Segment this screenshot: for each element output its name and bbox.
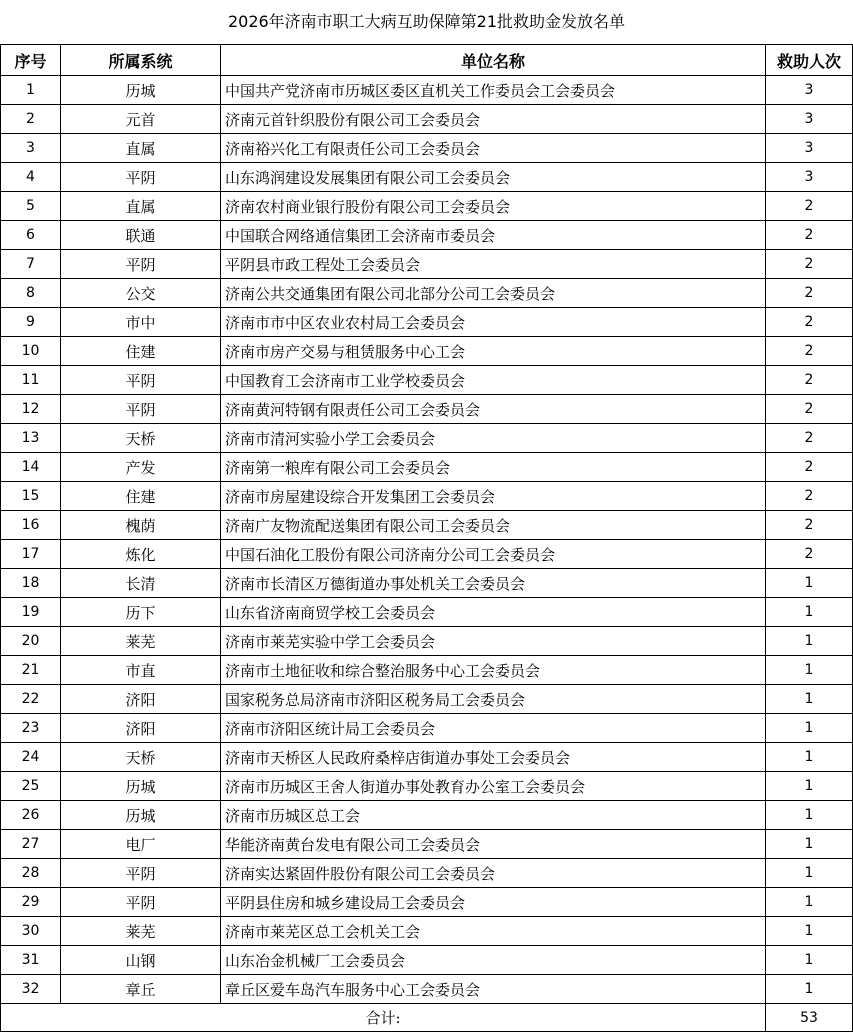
row-count-cell: 1	[766, 743, 853, 772]
table-row	[1, 685, 853, 714]
row-index-cell: 24	[1, 743, 61, 772]
row-unit-cell: 济南广友物流配送集团有限公司工会委员会	[221, 511, 766, 540]
row-count-cell: 1	[766, 917, 853, 946]
row-unit-cell: 平阴县市政工程处工会委员会	[221, 250, 766, 279]
row-index-cell: 16	[1, 511, 61, 540]
row-system-cell: 直属	[61, 192, 221, 221]
row-unit-cell: 中国教育工会济南市工业学校委员会	[221, 366, 766, 395]
table-row	[1, 772, 853, 801]
table-row	[1, 569, 853, 598]
row-system-cell: 槐荫	[61, 511, 221, 540]
row-system-cell: 产发	[61, 453, 221, 482]
row-index-cell: 3	[1, 134, 61, 163]
row-index-cell: 32	[1, 975, 61, 1004]
row-count-cell: 2	[766, 192, 853, 221]
row-system-cell: 章丘	[61, 975, 221, 1004]
row-unit-cell: 山东冶金机械厂工会委员会	[221, 946, 766, 975]
row-count-cell: 1	[766, 627, 853, 656]
table-row	[1, 511, 853, 540]
relief-list-table	[0, 44, 853, 1032]
row-index-cell: 4	[1, 163, 61, 192]
row-unit-cell: 济南公共交通集团有限公司北部分公司工会委员会	[221, 279, 766, 308]
row-count-cell: 2	[766, 250, 853, 279]
row-system-cell: 电厂	[61, 830, 221, 859]
row-index-cell: 10	[1, 337, 61, 366]
table-row	[1, 801, 853, 830]
row-index-cell: 14	[1, 453, 61, 482]
row-system-cell: 市直	[61, 656, 221, 685]
row-system-cell: 天桥	[61, 424, 221, 453]
table-body	[1, 76, 853, 1004]
row-system-cell: 平阴	[61, 366, 221, 395]
row-index-cell: 30	[1, 917, 61, 946]
header-row	[1, 45, 853, 76]
row-system-cell: 济阳	[61, 714, 221, 743]
table-row	[1, 656, 853, 685]
row-unit-cell: 济南市房产交易与租赁服务中心工会	[221, 337, 766, 366]
row-count-cell: 2	[766, 453, 853, 482]
row-index-cell: 19	[1, 598, 61, 627]
row-system-cell: 公交	[61, 279, 221, 308]
row-system-cell: 历城	[61, 801, 221, 830]
row-index-cell: 11	[1, 366, 61, 395]
header-system: 所属系统	[61, 45, 221, 76]
row-index-cell: 9	[1, 308, 61, 337]
row-unit-cell: 济南农村商业银行股份有限公司工会委员会	[221, 192, 766, 221]
row-system-cell: 平阴	[61, 163, 221, 192]
table-row	[1, 482, 853, 511]
row-count-cell: 2	[766, 395, 853, 424]
table-row	[1, 221, 853, 250]
row-index-cell: 5	[1, 192, 61, 221]
row-count-cell: 1	[766, 598, 853, 627]
row-unit-cell: 华能济南黄台发电有限公司工会委员会	[221, 830, 766, 859]
table-row	[1, 830, 853, 859]
table-row	[1, 105, 853, 134]
row-index-cell: 31	[1, 946, 61, 975]
table-row	[1, 888, 853, 917]
row-system-cell: 住建	[61, 482, 221, 511]
table-row	[1, 975, 853, 1004]
table-row	[1, 366, 853, 395]
row-system-cell: 市中	[61, 308, 221, 337]
row-count-cell: 3	[766, 163, 853, 192]
row-system-cell: 联通	[61, 221, 221, 250]
row-count-cell: 1	[766, 975, 853, 1004]
table-row	[1, 134, 853, 163]
row-index-cell: 1	[1, 76, 61, 105]
row-count-cell: 2	[766, 308, 853, 337]
row-index-cell: 13	[1, 424, 61, 453]
row-unit-cell: 济南市土地征收和综合整治服务中心工会委员会	[221, 656, 766, 685]
row-count-cell: 2	[766, 279, 853, 308]
row-system-cell: 住建	[61, 337, 221, 366]
row-unit-cell: 国家税务总局济南市济阳区税务局工会委员会	[221, 685, 766, 714]
row-unit-cell: 济南市历城区王舍人街道办事处教育办公室工会委员会	[221, 772, 766, 801]
row-unit-cell: 山东省济南商贸学校工会委员会	[221, 598, 766, 627]
row-count-cell: 3	[766, 134, 853, 163]
row-count-cell: 1	[766, 888, 853, 917]
table-row	[1, 279, 853, 308]
total-value: 53	[766, 1004, 853, 1032]
row-count-cell: 2	[766, 511, 853, 540]
table-row	[1, 453, 853, 482]
row-system-cell: 平阴	[61, 888, 221, 917]
header-index: 序号	[1, 45, 61, 76]
row-index-cell: 15	[1, 482, 61, 511]
table-row	[1, 946, 853, 975]
row-index-cell: 28	[1, 859, 61, 888]
row-unit-cell: 济南市莱芜区总工会机关工会	[221, 917, 766, 946]
table-row	[1, 714, 853, 743]
row-index-cell: 7	[1, 250, 61, 279]
row-system-cell: 直属	[61, 134, 221, 163]
row-unit-cell: 济南元首针织股份有限公司工会委员会	[221, 105, 766, 134]
table-row	[1, 192, 853, 221]
row-count-cell: 1	[766, 859, 853, 888]
row-index-cell: 21	[1, 656, 61, 685]
table-row	[1, 917, 853, 946]
row-count-cell: 1	[766, 772, 853, 801]
row-unit-cell: 济南市天桥区人民政府桑梓店街道办事处工会委员会	[221, 743, 766, 772]
row-count-cell: 1	[766, 569, 853, 598]
table-row	[1, 163, 853, 192]
row-system-cell: 平阴	[61, 859, 221, 888]
row-index-cell: 27	[1, 830, 61, 859]
row-system-cell: 平阴	[61, 395, 221, 424]
table-row	[1, 598, 853, 627]
row-index-cell: 6	[1, 221, 61, 250]
document-title: 2026年济南市职工大病互助保障第21批救助金发放名单	[227, 12, 626, 31]
table-row	[1, 308, 853, 337]
row-system-cell: 炼化	[61, 540, 221, 569]
row-system-cell: 历城	[61, 772, 221, 801]
table-row	[1, 76, 853, 105]
row-unit-cell: 济南第一粮库有限公司工会委员会	[221, 453, 766, 482]
row-count-cell: 1	[766, 656, 853, 685]
row-index-cell: 12	[1, 395, 61, 424]
row-unit-cell: 中国共产党济南市历城区委区直机关工作委员会工会委员会	[221, 76, 766, 105]
row-system-cell: 历下	[61, 598, 221, 627]
row-system-cell: 长清	[61, 569, 221, 598]
row-unit-cell: 济南市房屋建设综合开发集团工会委员会	[221, 482, 766, 511]
row-count-cell: 2	[766, 424, 853, 453]
row-system-cell: 元首	[61, 105, 221, 134]
row-system-cell: 莱芜	[61, 627, 221, 656]
table-row	[1, 337, 853, 366]
row-index-cell: 22	[1, 685, 61, 714]
table-row	[1, 540, 853, 569]
row-unit-cell: 济南市长清区万德街道办事处机关工会委员会	[221, 569, 766, 598]
row-count-cell: 2	[766, 366, 853, 395]
table-row	[1, 424, 853, 453]
row-index-cell: 2	[1, 105, 61, 134]
row-count-cell: 3	[766, 76, 853, 105]
row-index-cell: 25	[1, 772, 61, 801]
row-index-cell: 18	[1, 569, 61, 598]
row-unit-cell: 中国石油化工股份有限公司济南分公司工会委员会	[221, 540, 766, 569]
header-unit: 单位名称	[221, 45, 766, 76]
row-unit-cell: 济南市莱芜实验中学工会委员会	[221, 627, 766, 656]
row-system-cell: 天桥	[61, 743, 221, 772]
row-count-cell: 2	[766, 337, 853, 366]
table-row	[1, 395, 853, 424]
row-count-cell: 2	[766, 482, 853, 511]
row-index-cell: 29	[1, 888, 61, 917]
row-unit-cell: 平阴县住房和城乡建设局工会委员会	[221, 888, 766, 917]
row-count-cell: 1	[766, 714, 853, 743]
table-row	[1, 250, 853, 279]
total-label: 合计:	[1, 1004, 766, 1032]
row-unit-cell: 济南市清河实验小学工会委员会	[221, 424, 766, 453]
row-index-cell: 8	[1, 279, 61, 308]
row-system-cell: 平阴	[61, 250, 221, 279]
row-count-cell: 1	[766, 946, 853, 975]
row-system-cell: 历城	[61, 76, 221, 105]
table-row	[1, 743, 853, 772]
row-count-cell: 1	[766, 685, 853, 714]
row-unit-cell: 济南市历城区总工会	[221, 801, 766, 830]
row-count-cell: 2	[766, 221, 853, 250]
row-unit-cell: 济南实达紧固件股份有限公司工会委员会	[221, 859, 766, 888]
row-index-cell: 17	[1, 540, 61, 569]
row-system-cell: 山钢	[61, 946, 221, 975]
row-count-cell: 1	[766, 830, 853, 859]
row-index-cell: 26	[1, 801, 61, 830]
row-unit-cell: 济南黄河特钢有限责任公司工会委员会	[221, 395, 766, 424]
table-row	[1, 859, 853, 888]
row-unit-cell: 济南裕兴化工有限责任公司工会委员会	[221, 134, 766, 163]
row-index-cell: 20	[1, 627, 61, 656]
row-unit-cell: 济南市济阳区统计局工会委员会	[221, 714, 766, 743]
row-count-cell: 2	[766, 540, 853, 569]
header-count: 救助人次	[766, 45, 853, 76]
row-count-cell: 3	[766, 105, 853, 134]
row-system-cell: 莱芜	[61, 917, 221, 946]
total-row	[1, 1004, 853, 1032]
row-unit-cell: 山东鸿润建设发展集团有限公司工会委员会	[221, 163, 766, 192]
table-row	[1, 627, 853, 656]
row-count-cell: 1	[766, 801, 853, 830]
row-unit-cell: 章丘区爱车岛汽车服务中心工会委员会	[221, 975, 766, 1004]
row-index-cell: 23	[1, 714, 61, 743]
row-unit-cell: 中国联合网络通信集团工会济南市委员会	[221, 221, 766, 250]
row-unit-cell: 济南市市中区农业农村局工会委员会	[221, 308, 766, 337]
row-system-cell: 济阳	[61, 685, 221, 714]
